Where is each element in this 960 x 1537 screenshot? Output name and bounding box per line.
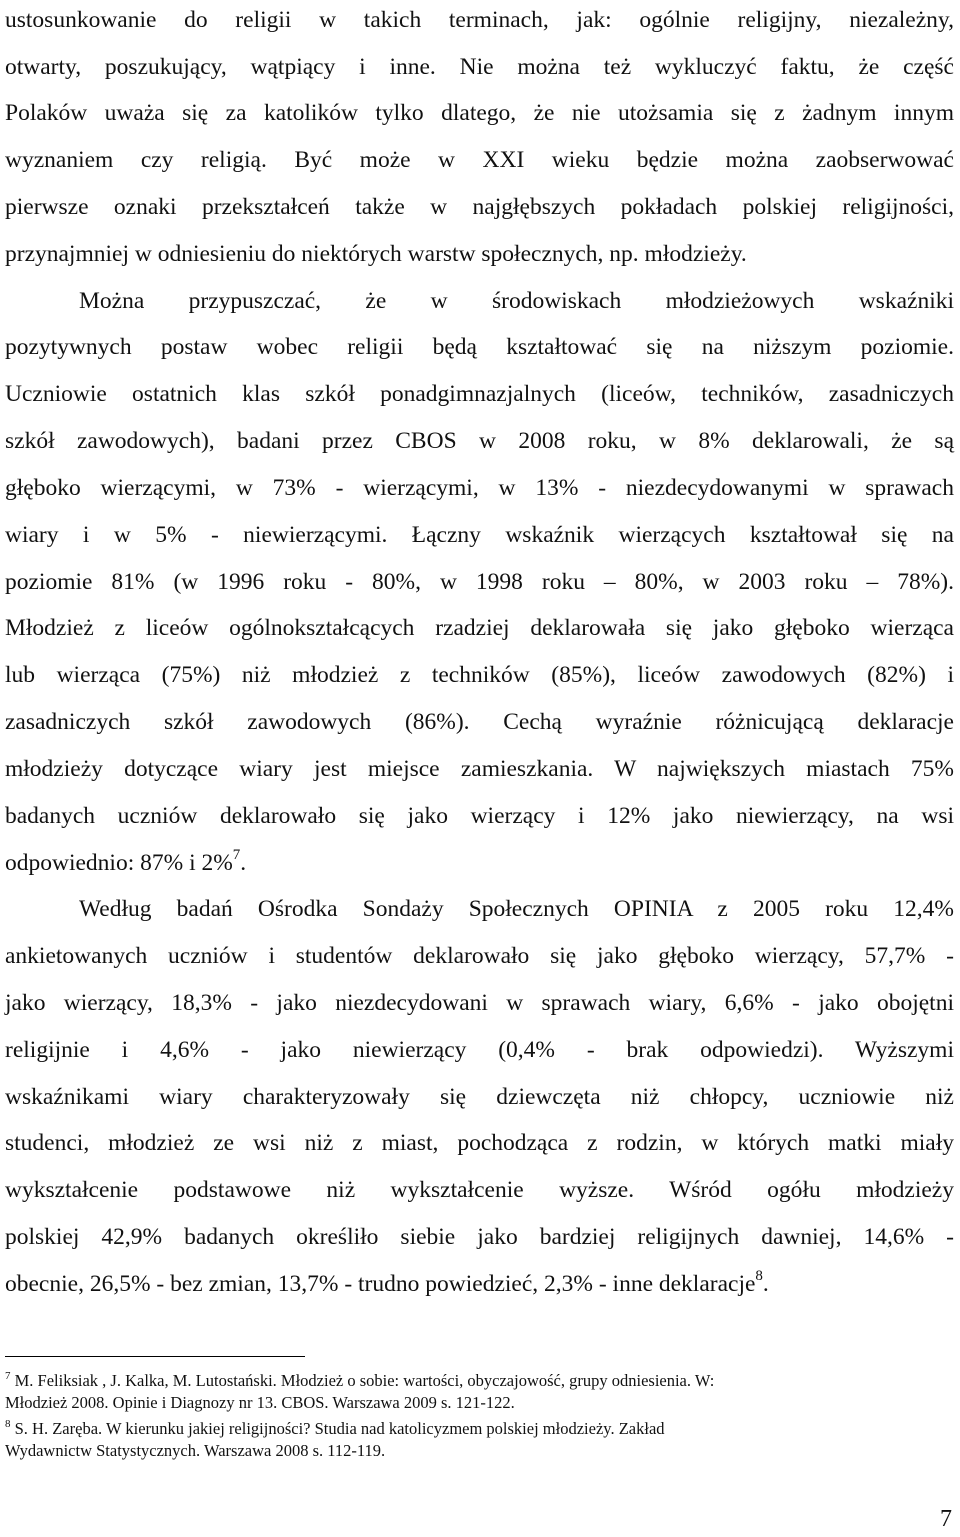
- body-line: studenci, młodzież ze wsi niż z miast, pochodząca z rodzin, w których matki miały: [5, 1130, 954, 1156]
- body-line: Według badań Ośrodka Sondaży Społecznych OPINIA z 2005 roku 12,4%: [79, 896, 954, 922]
- body-line: badanych uczniów deklarowało się jako wierzący i 12% jako niewierzący, na wsi: [5, 803, 954, 829]
- body-line: Można przypuszczać, że w środowiskach młodzieżowych wskaźniki: [79, 288, 954, 314]
- body-line: Młodzież z liceów ogólnokształcących rzadziej deklarowała się jako głęboko wierząca: [5, 615, 954, 641]
- body-line: pozytywnych postaw wobec religii będą kształtować się na niższym poziomie.: [5, 334, 954, 360]
- page-number: 7: [940, 1506, 952, 1532]
- body-line: szkół zawodowych), badani przez CBOS w 2008 roku, w 8% deklarowali, że są: [5, 428, 954, 454]
- body-line: religijnie i 4,6% - jako niewierzący (0,4% - brak odpowiedzi). Wyższymi: [5, 1037, 954, 1063]
- body-line: jako wierzący, 18,3% - jako niezdecydowani w sprawach wiary, 6,6% - jako obojętni: [5, 990, 954, 1016]
- body-line: wyznaniem czy religią. Być może w XXI wieku będzie można zaobserwować: [5, 147, 954, 173]
- footnote-ref: 8: [755, 1268, 763, 1285]
- body-line: pierwsze oznaki przekształceń także w najgłębszych pokładach polskiej religijności,: [5, 194, 954, 220]
- body-line: Uczniowie ostatnich klas szkół ponadgimnazjalnych (liceów, techników, zasadniczych: [5, 381, 954, 407]
- body-line: głęboko wierzącymi, w 73% - wierzącymi, w 13% - niezdecydowanymi w sprawach: [5, 475, 954, 501]
- footnote: $^7$ M. Feliksiak , J. Kalka, M. Lutostański. Młodzież o sobie: wartości, obyczajowość, grupy odniesienia. W:: [5, 1369, 715, 1390]
- footnote-continuation: Wydawnictw Statystycznych. Warszawa 2008 s. 112-119.: [5, 1441, 386, 1460]
- body-line: odpowiednio: 87% i 2%$^7$.: [5, 847, 247, 876]
- footnote-continuation: Młodzież 2008. Opinie i Diagnozy nr 13. CBOS. Warszawa 2009 s. 121-122.: [5, 1393, 515, 1412]
- footnote-separator: [5, 1356, 305, 1357]
- body-line: przynajmniej w odniesieniu do niektórych warstw społecznych, np. młodzieży.: [5, 241, 747, 267]
- footnote: $^8$ S. H. Zaręba. W kierunku jakiej religijności? Studia nad katolicyzmem polskiej młodzieży. Zakład: [5, 1417, 665, 1438]
- body-line: wiary i w 5% - niewierzącymi. Łączny wskaźnik wierzących kształtował się na: [5, 522, 954, 548]
- body-line: poziomie 81% (w 1996 roku - 80%, w 1998 roku – 80%, w 2003 roku – 78%).: [5, 569, 954, 595]
- body-line: Polaków uważa się za katolików tylko dlatego, że nie utożsamia się z żadnym innym: [5, 100, 954, 126]
- body-line: lub wierząca (75%) niż młodzież z techników (85%), liceów zawodowych (82%) i: [5, 662, 954, 688]
- body-line: obecnie, 26,5% - bez zmian, 13,7% - trudno powiedzieć, 2,3% - inne deklaracje$^8$.: [5, 1268, 769, 1297]
- footnote-mark: 8: [5, 1417, 11, 1430]
- footnote-ref: 7: [232, 847, 241, 864]
- body-line: polskiej 42,9% badanych określiło siebie jako bardziej religijnych dawniej, 14,6% -: [5, 1224, 954, 1250]
- body-line: wskaźnikami wiary charakteryzowały się dziewczęta niż chłopcy, uczniowie niż: [5, 1084, 954, 1110]
- footnote-mark: 7: [5, 1369, 11, 1382]
- body-line: wykształcenie podstawowe niż wykształcenie wyższe. Wśród ogółu młodzieży: [5, 1177, 954, 1203]
- body-line: ankietowanych uczniów i studentów deklarowało się jako głęboko wierzący, 57,7% -: [5, 943, 954, 969]
- body-line: ustosunkowanie do religii w takich terminach, jak: ogólnie religijny, niezależny,: [5, 7, 954, 33]
- body-line: młodzieży dotyczące wiary jest miejsce zamieszkania. W największych miastach 75%: [5, 756, 954, 782]
- body-line: zasadniczych szkół zawodowych (86%). Cechą wyraźnie różnicującą deklaracje: [5, 709, 954, 735]
- body-line: otwarty, poszukujący, wątpiący i inne. Nie można też wykluczyć faktu, że część: [5, 54, 954, 80]
